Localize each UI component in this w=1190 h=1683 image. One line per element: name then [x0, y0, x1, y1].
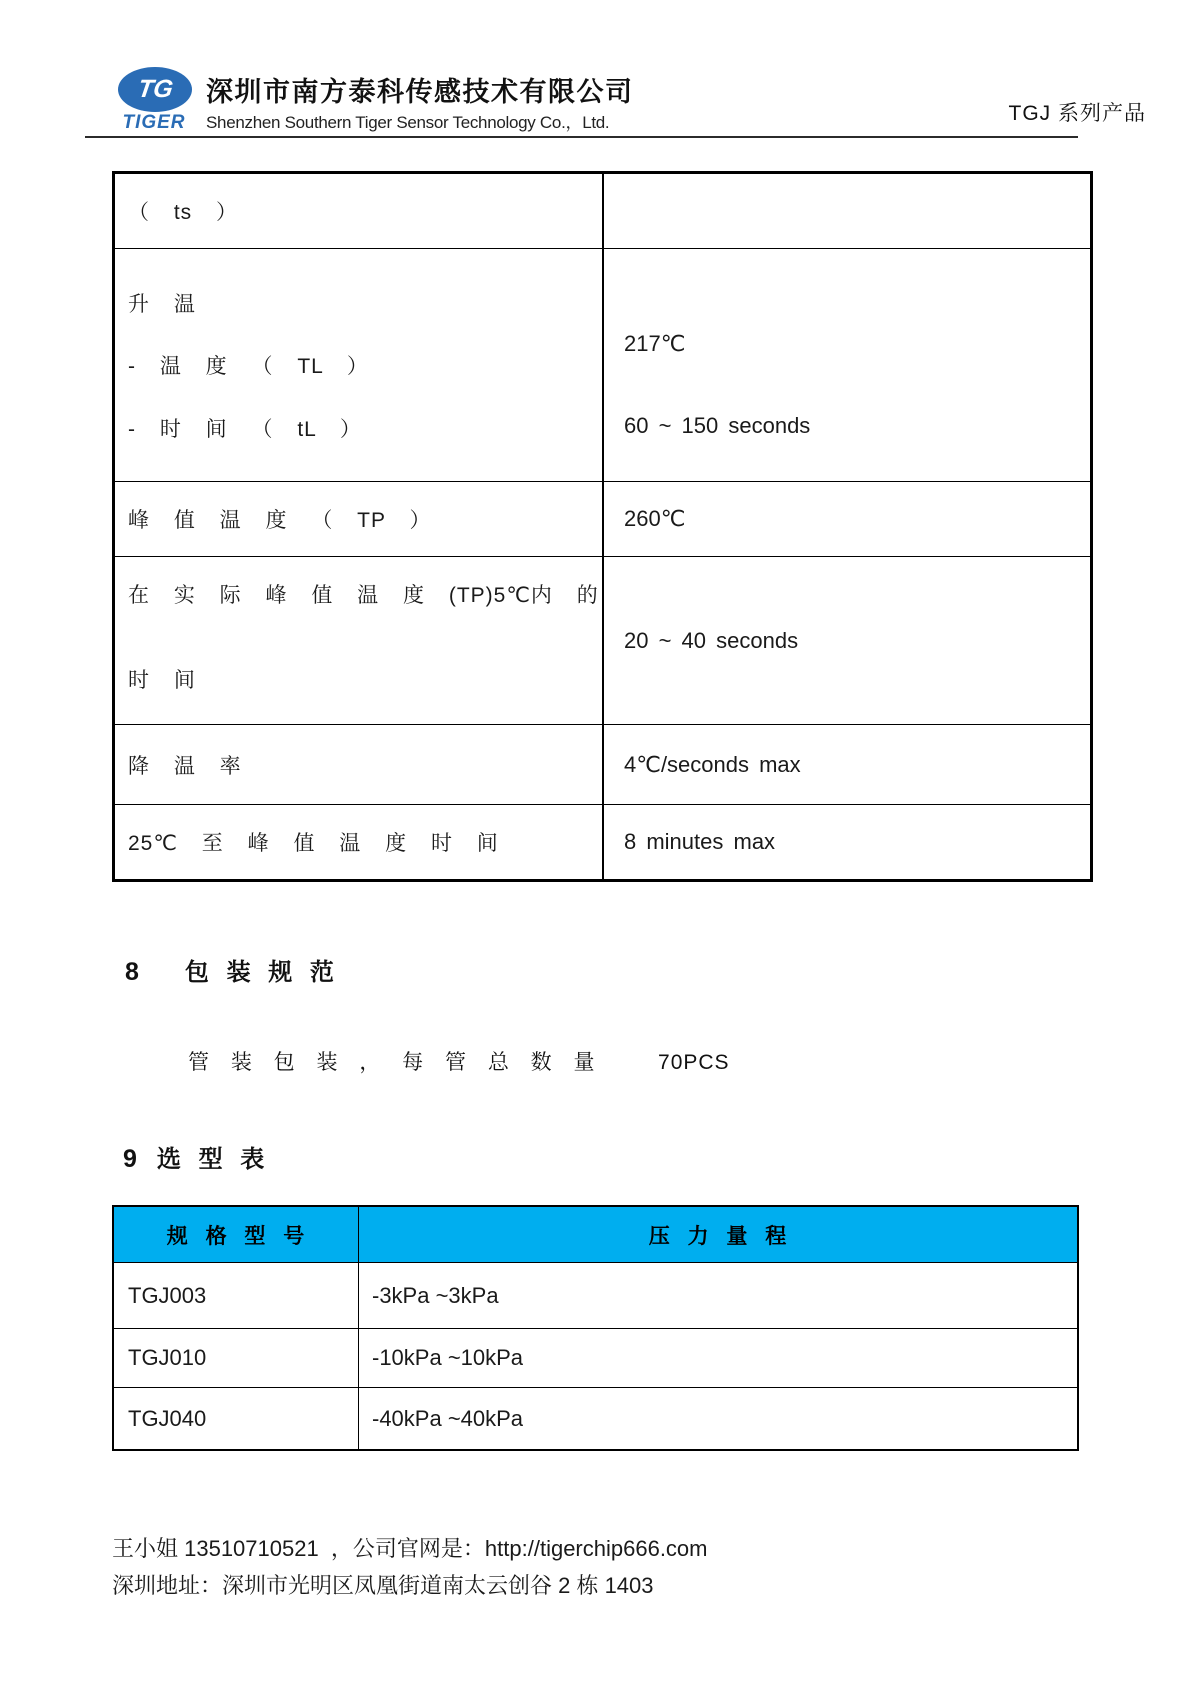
- table-row: [115, 804, 1090, 879]
- table-row: [115, 724, 1090, 804]
- label-line: - 时 间 （ tL ）: [128, 417, 362, 441]
- company-name-cn: 深圳市南方泰科传感技术有限公司: [206, 77, 634, 107]
- label-line: 升 温: [128, 292, 196, 316]
- value-cell: [604, 557, 1090, 724]
- value-line: 260℃: [624, 506, 686, 531]
- label-line: 在 实 际 峰 值 温 度 (TP)5℃内 的: [128, 584, 599, 607]
- value-cell: [604, 482, 1090, 556]
- label-line: 降 温 率: [128, 754, 242, 778]
- header-rule: [85, 136, 1078, 138]
- label-cell: [115, 725, 604, 804]
- label-cell: [115, 249, 604, 481]
- table-row: [115, 174, 1090, 248]
- section-number: 9: [123, 1145, 137, 1173]
- value-cell: [604, 805, 1090, 879]
- footer-line-contact: 王小姐 13510710521 ，公司官网是：http://tigerchip666.com: [112, 1536, 708, 1561]
- logo-monogram: TG: [135, 75, 175, 103]
- logo-wordmark: TIGER: [122, 112, 186, 133]
- label-cell: [115, 805, 604, 879]
- series-label: TGJ 系列产品: [1008, 102, 1146, 125]
- value-line: 60 ~ 150 seconds: [624, 413, 811, 438]
- label-cell: [115, 174, 604, 248]
- table-row: [115, 248, 1090, 481]
- value-line: 217℃: [624, 331, 686, 356]
- table-row: [115, 481, 1090, 556]
- company-name-en: Shenzhen Southern Tiger Sensor Technology Co.，Ltd.: [206, 113, 610, 132]
- value-cell: [604, 249, 1090, 481]
- label-line: 时 间: [128, 669, 196, 692]
- footer: [112, 1530, 708, 1604]
- packaging-text: 管 装 包 装 ， 每 管 总 数 量 70PCS: [188, 1051, 730, 1074]
- section-title: 包 装 规 范: [184, 959, 335, 986]
- table-row: [114, 1328, 1077, 1387]
- value-cell: [604, 725, 1090, 804]
- table-row: [115, 556, 1090, 724]
- range-cell: -10kPa ~10kPa: [372, 1345, 524, 1370]
- section-title: 选 型 表: [156, 1146, 266, 1173]
- value-cell: [604, 174, 1090, 248]
- footer-line-address: 深圳地址：深圳市光明区凤凰街道南太云创谷 2 栋 1403: [112, 1573, 654, 1598]
- column-header-model: 规 格 型 号: [114, 1207, 359, 1262]
- label-cell: [115, 482, 604, 556]
- value-line: 20 ~ 40 seconds: [624, 627, 799, 653]
- label-line: （ ts ）: [128, 201, 239, 224]
- value-line: 4℃/seconds max: [624, 751, 801, 777]
- label-line: - 温 度 （ TL ）: [128, 355, 369, 378]
- range-cell: -3kPa ~3kPa: [372, 1282, 499, 1308]
- reflow-profile-table: [112, 171, 1093, 882]
- section-heading-selection: [123, 1139, 265, 1174]
- table-row: [114, 1262, 1077, 1328]
- range-cell: -40kPa ~40kPa: [372, 1405, 524, 1431]
- model-cell: TGJ040: [114, 1388, 359, 1449]
- model-cell: TGJ003: [114, 1263, 359, 1328]
- selection-table: [112, 1205, 1079, 1451]
- model-cell: TGJ010: [114, 1329, 359, 1387]
- value-line: 8 minutes max: [624, 829, 776, 854]
- tiger-logo-icon: [118, 67, 192, 112]
- table-row: [114, 1387, 1077, 1449]
- section-heading-packaging: [125, 952, 335, 987]
- table-header-row: [114, 1207, 1077, 1262]
- label-line: 峰 值 温 度 （ TP ）: [128, 509, 432, 532]
- column-header-range: 压 力 量 程: [648, 1224, 788, 1248]
- section-number: 8: [125, 958, 139, 986]
- label-line: 25℃ 至 峰 值 温 度 时 间: [128, 832, 499, 855]
- label-cell: [115, 557, 604, 724]
